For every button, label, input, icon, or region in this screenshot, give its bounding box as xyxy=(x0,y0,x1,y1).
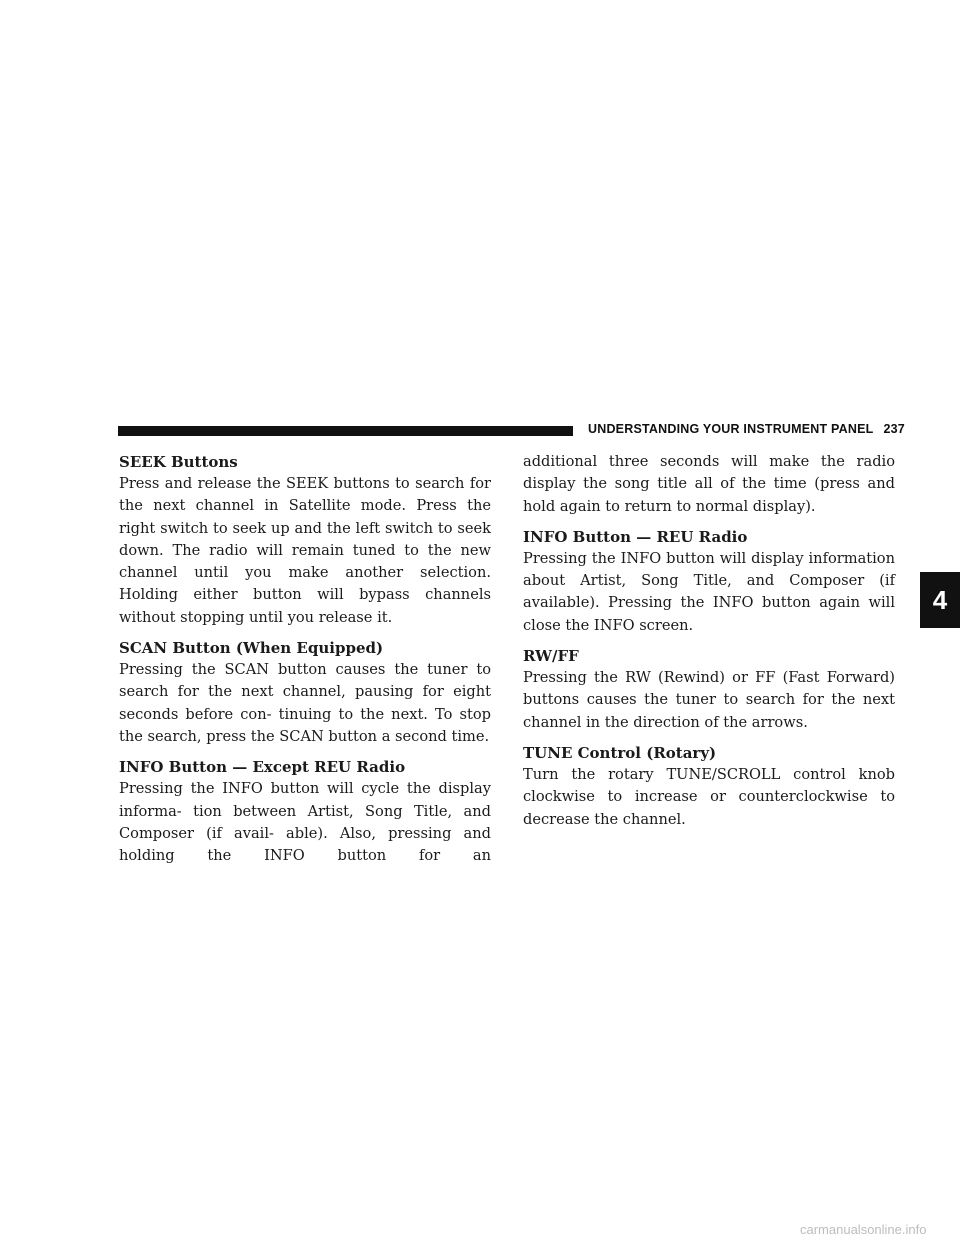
section-rw-ff xyxy=(523,645,895,734)
section-scan-button xyxy=(119,637,491,748)
running-header xyxy=(588,422,905,436)
section-info-except-reu xyxy=(119,756,491,867)
right-column xyxy=(523,451,895,839)
left-column xyxy=(119,451,491,875)
section-body: Pressing the INFO button will cycle the display informa- tion between Artist, Song Title, and Composer (if avail- able). Also, pressing and holding the INFO button for an xyxy=(119,780,491,865)
section-heading: INFO Button — REU Radio xyxy=(523,527,748,546)
watermark-text: carmanualsonline.info xyxy=(800,1222,927,1237)
section-seek-buttons xyxy=(119,451,491,629)
header-rule xyxy=(118,426,573,436)
chapter-tab: 4 xyxy=(920,572,960,628)
section-body: Turn the rotary TUNE/SCROLL control knob clockwise to increase or counterclockwise to decrease the channel. xyxy=(523,765,895,828)
section-body: Pressing the INFO button will display information about Artist, Song Title, and Composer (if available). Pressing the INFO button again will close the INFO screen. xyxy=(523,549,895,634)
section-tune-control xyxy=(523,742,895,831)
section-heading: INFO Button — Except REU Radio xyxy=(119,758,406,777)
page-number: 237 xyxy=(883,422,905,436)
section-heading: SCAN Button (When Equipped) xyxy=(119,639,384,658)
section-body: Pressing the SCAN button causes the tuner to search for the next channel, pausing for eight seconds before con- tinuing to the next. To stop the search, press the SCAN button a second time. xyxy=(119,661,491,745)
section-body: Pressing the RW (Rewind) or FF (Fast Forward) buttons causes the tuner to search for the next channel in the direction of the arrows. xyxy=(523,669,895,731)
section-body: Press and release the SEEK buttons to search for the next channel in Satellite mode. Press the right switch to seek up and the left switch to seek down. The radio will remain tuned to the new channel until you make another selection. Holding either button will bypass channels without stopping until you release it. xyxy=(119,475,491,626)
section-info-reu xyxy=(523,526,895,637)
section-heading: SEEK Buttons xyxy=(119,453,238,471)
header-title: UNDERSTANDING YOUR INSTRUMENT PANEL xyxy=(588,422,874,436)
continued-paragraph: additional three seconds will make the radio display the song title all of the time (press and hold again to return to normal display). xyxy=(523,453,895,515)
section-heading: RW/FF xyxy=(523,647,579,666)
section-heading: TUNE Control (Rotary) xyxy=(523,743,717,762)
